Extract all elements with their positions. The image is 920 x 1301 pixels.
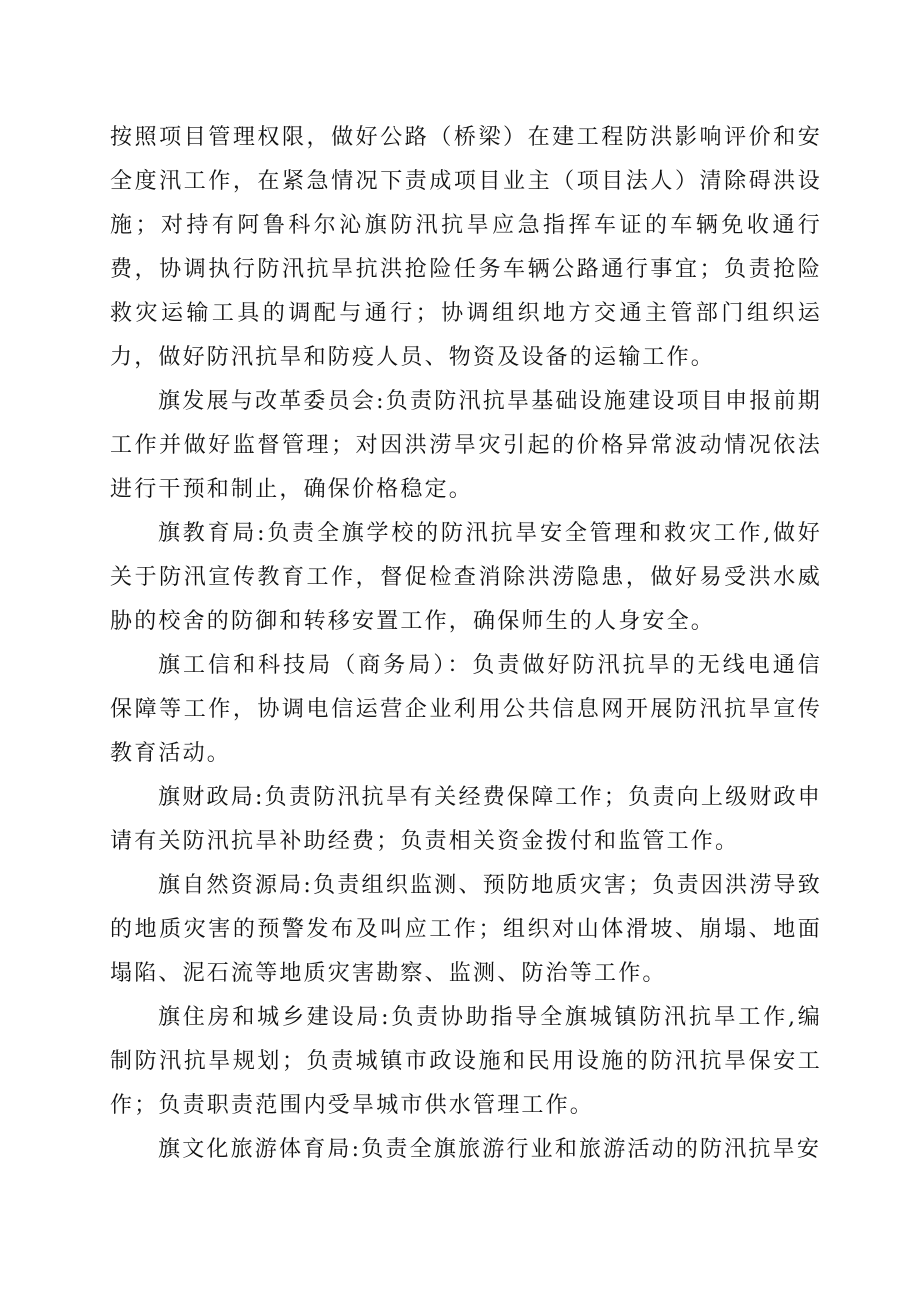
- paragraph-housing-construction: 旗住房和城乡建设局:负责协助指导全旗城镇防汛抗旱工作,编制防汛抗旱规划；负责城镇市政设施和民用设施的防汛抗旱保安工作；负责职责范围内受旱城市供水管理工作。: [110, 1005, 822, 1118]
- paragraph-development-reform: 旗发展与改革委员会:负责防汛抗旱基础设施建设项目申报前期工作并做好监督管理；对因洪涝旱灾引起的价格异常波动情况依法进行干预和制止，确保价格稳定。: [110, 389, 822, 502]
- paragraph-transport-continued: 按照项目管理权限，做好公路（桥梁）在建工程防洪影响评价和安全度汛工作，在紧急情况下责成项目业主（项目法人）清除碍洪设施；对持有阿鲁科尔沁旗防汛抗旱应急指挥车证的车辆免收通行费，协调执行防汛抗旱抗洪抢险任务车辆公路通行事宜；负责抢险救灾运输工具的调配与通行；协调组织地方交通主管部门组织运力，做好防汛抗旱和防疫人员、物资及设备的运输工作。: [110, 125, 822, 370]
- paragraph-culture-tourism: 旗文化旅游体育局:负责全旗旅游行业和旅游活动的防汛抗旱安: [158, 1137, 822, 1162]
- paragraph-natural-resources: 旗自然资源局:负责组织监测、预防地质灾害；负责因洪涝导致的地质灾害的预警发布及叫应工作；组织对山体滑坡、崩塌、地面塌陷、泥石流等地质灾害勘察、监测、防治等工作。: [110, 873, 822, 986]
- paragraph-finance-bureau: 旗财政局:负责防汛抗旱有关经费保障工作；负责向上级财政申请有关防汛抗旱补助经费；负责相关资金拨付和监管工作。: [110, 785, 822, 854]
- paragraph-industry-technology: 旗工信和科技局（商务局）：负责做好防汛抗旱的无线电通信保障等工作，协调电信运营企业利用公共信息网开展防汛抗旱宣传教育活动。: [110, 653, 822, 766]
- document-body: [110, 116, 822, 1172]
- paragraph-education-bureau: 旗教育局:负责全旗学校的防汛抗旱安全管理和救灾工作,做好关于防汛宣传教育工作，督促检查消除洪涝隐患，做好易受洪水威胁的校舍的防御和转移安置工作，确保师生的人身安全。: [110, 521, 822, 634]
